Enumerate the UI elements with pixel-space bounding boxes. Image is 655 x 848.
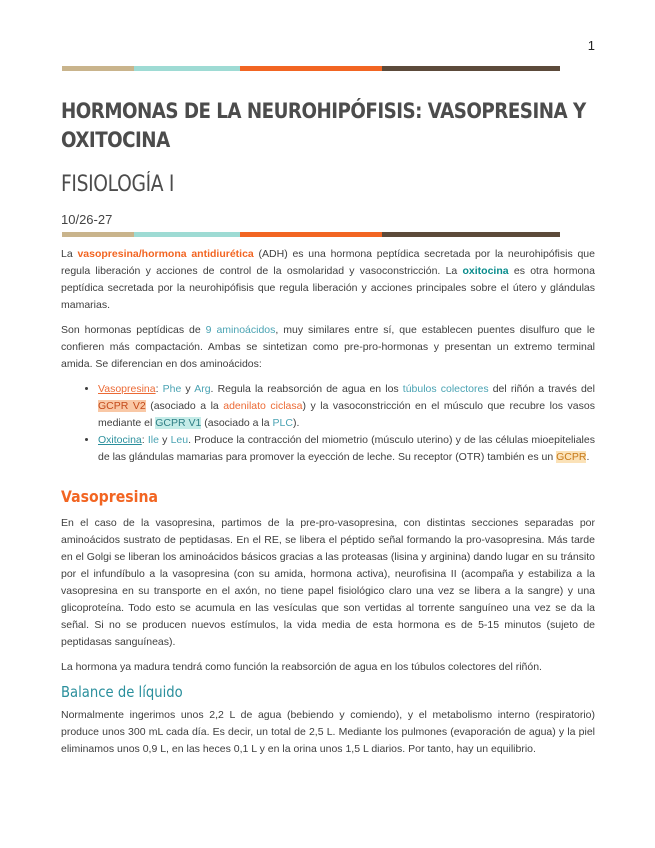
term-arg: Arg xyxy=(194,383,211,395)
hormone-list xyxy=(61,381,595,466)
page-number: 1 xyxy=(587,38,595,53)
text: y xyxy=(158,434,171,446)
title-line-1: HORMONAS DE LA NEUROHIPÓFISIS: VASOPRESINA Y xyxy=(61,99,586,123)
highlight-gcpr-v2: GCPR V2 xyxy=(98,400,146,412)
rule-segment xyxy=(134,232,240,237)
text: y xyxy=(181,383,195,395)
color-rule-bottom xyxy=(62,232,560,237)
text: Son hormonas peptídicas de xyxy=(61,324,206,336)
intro-paragraph-1 xyxy=(61,246,595,314)
list-item-vasopresina xyxy=(98,381,595,432)
text: es otra hormona peptídica secretada por la neurohipófisis que regula liberación y acciones principales sobre el útero y glándulas mamarias. xyxy=(61,265,595,311)
text: del riñón a través del xyxy=(488,383,595,395)
text: (asociado a la xyxy=(201,417,273,429)
term-plc: PLC xyxy=(272,417,293,429)
highlight-gcpr-v1: GCPR V1 xyxy=(155,417,202,429)
term-oxitocina: oxitocina xyxy=(462,265,509,277)
term-aminoacidos: 9 aminoácidos xyxy=(205,324,276,336)
rule-segment xyxy=(62,66,134,71)
page-title xyxy=(61,97,586,155)
link-oxitocina[interactable]: Oxitocina xyxy=(98,434,142,446)
text: . xyxy=(586,451,590,463)
link-vasopresina[interactable]: Vasopresina xyxy=(98,383,156,395)
text: (asociado a la xyxy=(145,400,224,412)
document-body xyxy=(61,246,595,766)
color-rule-top xyxy=(62,66,560,71)
list-item-oxitocina xyxy=(98,432,595,466)
section-heading-balance: Balance de líquido xyxy=(61,683,183,701)
rule-segment xyxy=(62,232,134,237)
rule-segment xyxy=(382,66,560,71)
section-heading-vasopresina: Vasopresina xyxy=(61,487,158,506)
page-date: 10/26-27 xyxy=(61,212,113,227)
title-line-2: OXITOCINA xyxy=(61,128,170,152)
term-ile: Ile xyxy=(147,434,159,446)
rule-segment xyxy=(240,232,382,237)
term-leu: Leu xyxy=(170,434,189,446)
text: La xyxy=(61,248,78,260)
balance-paragraph-1: Normalmente ingerimos unos 2,2 L de agua (bebiendo y comiendo), y el metabolismo interno (respiratorio) produce unos 300 mL cada día. Es decir, un total de 2,5 L. Mediante los pulmones (evaporación de agua) y la piel eliminamos unos 0,9 L, en las heces 0,1 L y en la orina unos 1,5 L diarios. Por tanto, hay un equilibrio. xyxy=(61,709,595,755)
rule-segment xyxy=(240,66,382,71)
text: : xyxy=(141,434,148,446)
term-tubulos: túbulos colectores xyxy=(402,383,489,395)
text: : xyxy=(155,383,163,395)
rule-segment xyxy=(382,232,560,237)
term-phe: Phe xyxy=(162,383,182,395)
text: . Produce la contracción del miometrio (músculo uterino) y de las células mioepiteliales de las glándulas mamarias para promover la eyección de leche. Su receptor (OTR) también es un xyxy=(98,434,595,463)
intro-paragraph-2 xyxy=(61,322,595,373)
text: (ADH) es una hormona peptídica secretada por la neurohipófisis que regula liberación y acciones de control de la osmolaridad y vasoconstricción. La xyxy=(61,248,595,277)
term-adenilato: adenilato ciclasa xyxy=(223,400,303,412)
vasopresina-paragraph-1: En el caso de la vasopresina, partimos de la pre-pro-vasopresina, con distintas secciones separadas por aminoácidos sustrato de peptidasas. En el RE, se libera el péptido señal formando la pro-vasopresina. Más tarde en el Golgi se liberan los aminoácidos básicos gracias a las proteasas (lisina y arginina) dando lugar en su tránsito por el infundíbulo a la vasopresina (con su amida, hormona activa), neurofisina II (acompaña y estabiliza a la vasopresina en su transporte en el axón, no tiene papel fisiológico claro una vez se libera a la sangre) y una glicoproteína. Todo esto se acumula en las vesículas que son vertidas al torrente sanguíneo una vez se da la señal. Si no se producen nuevos estímulos, la vida media de esta hormona es de 5-15 minutos (sujeto de peptidasas sanguíneas). xyxy=(61,517,595,648)
text: , muy similares entre sí, que establecen puentes disulfuro que le confieren más compactación. Ambas se sintetizan como pre-pro-hormonas y presentan un extremo terminal amida. Se diferencian en dos aminoácidos: xyxy=(61,324,595,370)
text: ). xyxy=(292,417,300,429)
rule-segment xyxy=(134,66,240,71)
page-subtitle: FISIOLOGÍA I xyxy=(61,172,175,197)
highlight-gcpr: GCPR xyxy=(556,451,587,463)
term-vasopresina: vasopresina/hormona antidiurética xyxy=(77,248,254,260)
vasopresina-paragraph-2: La hormona ya madura tendrá como función la reabsorción de agua en los túbulos colectores del riñón. xyxy=(61,661,542,673)
text: ) y la vasoconstricción en el músculo que recubre los vasos mediante el xyxy=(98,400,595,429)
text: . Regula la reabsorción de agua en los xyxy=(210,383,403,395)
